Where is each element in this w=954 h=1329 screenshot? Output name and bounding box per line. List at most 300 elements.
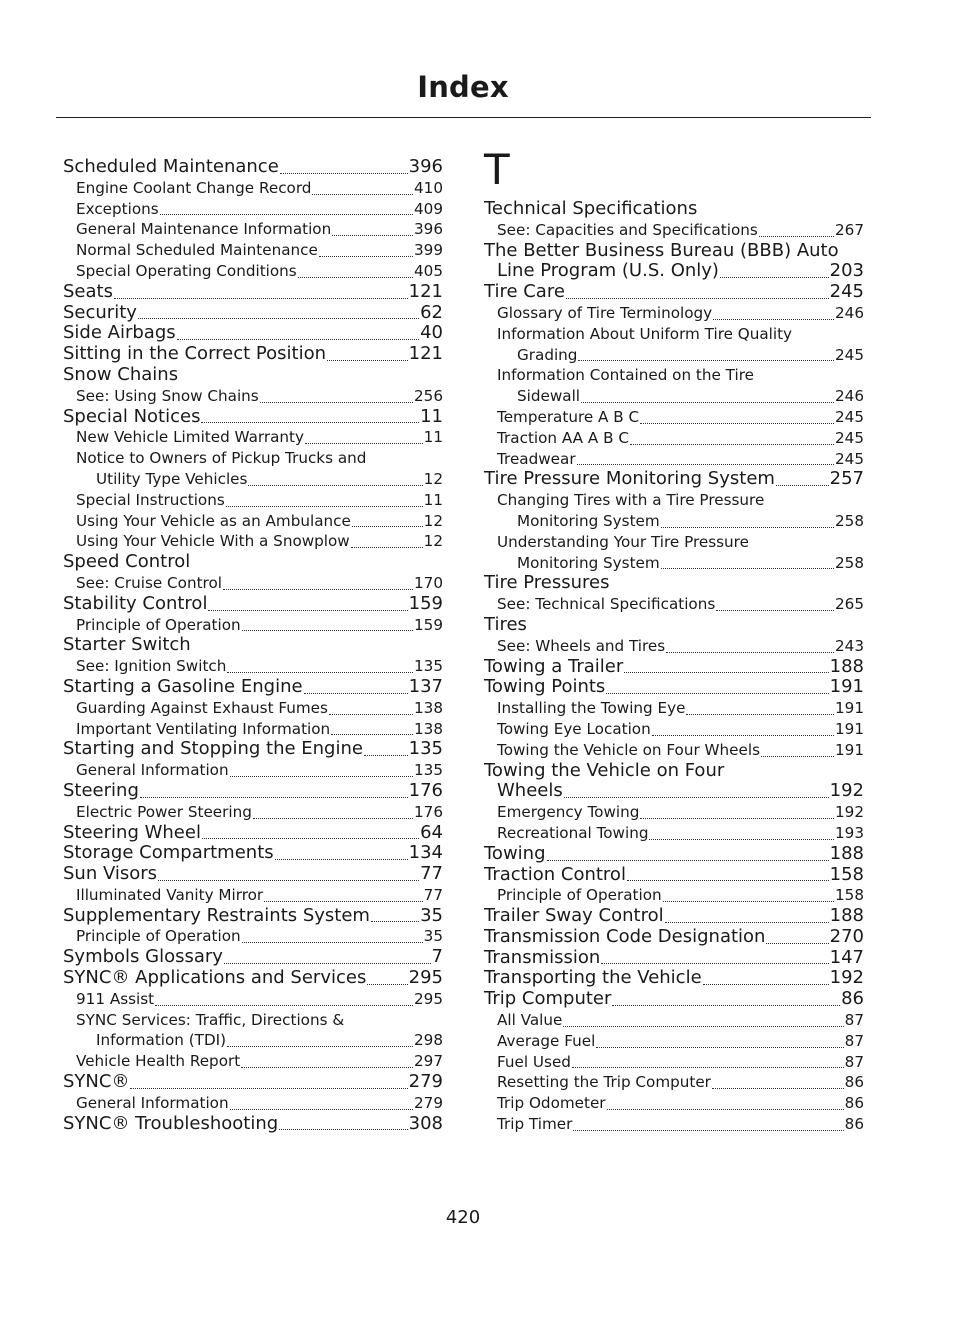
index-entry bbox=[63, 261, 443, 282]
index-entry bbox=[484, 449, 864, 470]
entry-text: General Maintenance Information bbox=[76, 220, 332, 239]
leader-dots bbox=[241, 1067, 413, 1068]
entry-page: 12 bbox=[423, 469, 443, 488]
entry-text: Sun Visors bbox=[63, 863, 158, 885]
leader-dots bbox=[640, 818, 834, 819]
entry-text: Steering Wheel bbox=[63, 821, 201, 843]
index-entry bbox=[63, 323, 443, 344]
entry-page: 158 bbox=[835, 886, 864, 905]
index-entry bbox=[484, 968, 864, 989]
entry-page: 62 bbox=[420, 301, 443, 323]
index-column-right bbox=[484, 147, 864, 1135]
entry-page: 191 bbox=[829, 676, 864, 698]
entry-page: 7 bbox=[431, 946, 443, 968]
entry-page: 77 bbox=[423, 885, 443, 904]
leader-dots bbox=[640, 423, 834, 424]
entry-page: 87 bbox=[844, 1052, 864, 1071]
leader-dots bbox=[351, 547, 423, 548]
entry-page: 245 bbox=[835, 407, 864, 426]
entry-page: 87 bbox=[844, 1031, 864, 1050]
index-entry bbox=[63, 219, 443, 240]
index-entry bbox=[484, 1072, 864, 1093]
leader-dots bbox=[331, 734, 413, 735]
index-entry bbox=[484, 469, 864, 490]
index-entry bbox=[63, 739, 443, 760]
entry-text: Side Airbags bbox=[63, 322, 176, 344]
index-entry bbox=[484, 345, 864, 366]
entry-text: Special Operating Conditions bbox=[76, 261, 297, 280]
entry-page: 245 bbox=[829, 281, 864, 303]
index-entry bbox=[63, 573, 443, 594]
entry-page: 86 bbox=[844, 1115, 864, 1134]
entry-page: 245 bbox=[835, 345, 864, 364]
index-entry bbox=[484, 1010, 864, 1031]
entry-text: Security bbox=[63, 301, 137, 323]
leader-dots bbox=[766, 943, 828, 944]
index-entries-t bbox=[484, 199, 864, 1135]
entry-page: 295 bbox=[414, 989, 443, 1008]
leader-dots bbox=[566, 298, 829, 299]
entry-page: 270 bbox=[829, 925, 864, 947]
index-entry bbox=[63, 968, 443, 989]
entry-page: 257 bbox=[829, 468, 864, 490]
index-entry bbox=[484, 282, 864, 303]
entry-page: 410 bbox=[414, 178, 443, 197]
index-heading: Snow Chains bbox=[63, 363, 179, 385]
leader-dots bbox=[713, 319, 834, 320]
entry-page: 87 bbox=[844, 1011, 864, 1030]
index-entry bbox=[484, 906, 864, 927]
index-entry bbox=[63, 344, 443, 365]
entry-text: 911 Assist bbox=[76, 989, 155, 1008]
entry-text: See: Cruise Control bbox=[76, 573, 222, 592]
leader-dots bbox=[155, 1005, 413, 1006]
entry-page: 192 bbox=[829, 967, 864, 989]
entry-text: Utility Type Vehicles bbox=[96, 469, 248, 488]
entry-page: 159 bbox=[414, 615, 443, 634]
leader-dots bbox=[327, 360, 408, 361]
leader-dots bbox=[248, 485, 422, 486]
index-entry bbox=[63, 199, 443, 220]
leader-dots bbox=[227, 672, 413, 673]
leader-dots bbox=[776, 485, 829, 486]
leader-dots bbox=[160, 214, 413, 215]
leader-dots bbox=[114, 298, 408, 299]
leader-dots bbox=[601, 963, 828, 964]
entry-text: Information (TDI) bbox=[96, 1031, 227, 1050]
leader-dots bbox=[242, 942, 423, 943]
entry-text: Wheels bbox=[497, 780, 563, 802]
index-entry bbox=[63, 407, 443, 428]
leader-dots bbox=[364, 755, 408, 756]
entry-text: See: Ignition Switch bbox=[76, 657, 227, 676]
entry-text: Electric Power Steering bbox=[76, 802, 252, 821]
entry-text: Steering bbox=[63, 779, 139, 801]
entry-text: Seats bbox=[63, 280, 113, 302]
index-entry bbox=[484, 885, 864, 906]
index-entry bbox=[63, 906, 443, 927]
index-entry bbox=[484, 1114, 864, 1135]
entry-page: 135 bbox=[414, 657, 443, 676]
entry-text: SYNC® bbox=[63, 1071, 130, 1093]
index-heading: Tires bbox=[484, 613, 527, 635]
entry-page: 135 bbox=[408, 738, 443, 760]
entry-page: 86 bbox=[844, 1073, 864, 1092]
index-entry bbox=[63, 531, 443, 552]
entry-text: Trip Odometer bbox=[497, 1094, 606, 1113]
entry-page: 170 bbox=[414, 573, 443, 592]
entry-text: Average Fuel bbox=[497, 1031, 596, 1050]
leader-dots bbox=[305, 443, 423, 444]
entry-text: Principle of Operation bbox=[76, 615, 241, 634]
entry-text: SYNC® Troubleshooting bbox=[63, 1112, 279, 1134]
leader-dots bbox=[661, 568, 834, 569]
index-column-left bbox=[63, 157, 443, 1134]
entry-page: 188 bbox=[829, 905, 864, 927]
entry-text: See: Wheels and Tires bbox=[497, 636, 666, 655]
entry-page: 11 bbox=[423, 428, 443, 447]
leader-dots bbox=[223, 589, 413, 590]
entry-page: 258 bbox=[835, 511, 864, 530]
index-entry bbox=[63, 511, 443, 532]
leader-dots bbox=[573, 1130, 843, 1131]
entry-text: Trailer Sway Control bbox=[484, 905, 664, 927]
index-entry bbox=[484, 844, 864, 865]
index-entry bbox=[484, 636, 864, 657]
entry-page: 396 bbox=[414, 220, 443, 239]
leader-dots bbox=[624, 672, 828, 673]
entry-page: 137 bbox=[408, 675, 443, 697]
index-entry bbox=[484, 1031, 864, 1052]
index-entry bbox=[63, 760, 443, 781]
leader-dots bbox=[208, 610, 407, 611]
entry-text: Principle of Operation bbox=[497, 886, 662, 905]
entry-page: 256 bbox=[414, 386, 443, 405]
leader-dots bbox=[759, 236, 834, 237]
leader-dots bbox=[201, 422, 419, 423]
index-entry bbox=[484, 511, 864, 532]
leader-dots bbox=[279, 1129, 407, 1130]
leader-dots bbox=[547, 860, 829, 861]
index-entry bbox=[63, 719, 443, 740]
entry-text: Towing bbox=[484, 842, 546, 864]
index-heading: Changing Tires with a Tire Pressure bbox=[497, 491, 765, 510]
page-number: 420 bbox=[445, 1207, 481, 1228]
leader-dots bbox=[627, 880, 829, 881]
entry-text: Storage Compartments bbox=[63, 842, 274, 864]
leader-dots bbox=[665, 922, 829, 923]
entry-page: 176 bbox=[414, 802, 443, 821]
index-entry bbox=[63, 1114, 443, 1135]
entry-page: 295 bbox=[408, 967, 443, 989]
entry-text: Sitting in the Correct Position bbox=[63, 343, 326, 365]
leader-dots bbox=[230, 776, 413, 777]
entry-text: Starting and Stopping the Engine bbox=[63, 738, 363, 760]
index-entry bbox=[484, 553, 864, 574]
index-heading: Towing the Vehicle on Four bbox=[484, 759, 725, 781]
entry-text: Principle of Operation bbox=[76, 927, 241, 946]
entry-text: Guarding Against Exhaust Fumes bbox=[76, 698, 328, 717]
index-entry bbox=[63, 1051, 443, 1072]
entry-page: 121 bbox=[408, 280, 443, 302]
entry-page: 64 bbox=[420, 821, 443, 843]
entry-text: Sidewall bbox=[517, 387, 581, 406]
index-entry bbox=[63, 427, 443, 448]
leader-dots bbox=[630, 444, 834, 445]
entry-page: 159 bbox=[408, 592, 443, 614]
leader-dots bbox=[352, 526, 423, 527]
leader-dots bbox=[652, 735, 834, 736]
leader-dots bbox=[253, 818, 413, 819]
index-entry bbox=[63, 926, 443, 947]
leader-dots bbox=[242, 630, 413, 631]
leader-dots bbox=[563, 1026, 843, 1027]
leader-dots bbox=[140, 797, 408, 798]
index-entry bbox=[63, 469, 443, 490]
index-entry bbox=[63, 802, 443, 823]
entry-text: Towing the Vehicle on Four Wheels bbox=[497, 740, 761, 759]
entry-text: Towing a Trailer bbox=[484, 655, 624, 677]
index-entry bbox=[484, 657, 864, 678]
index-entry bbox=[63, 386, 443, 407]
index-entry bbox=[484, 407, 864, 428]
leader-dots bbox=[275, 859, 408, 860]
index-entry bbox=[484, 865, 864, 886]
index-entry bbox=[484, 428, 864, 449]
index-heading: SYNC Services: Traffic, Directions & bbox=[76, 1010, 345, 1029]
entry-page: 86 bbox=[844, 1094, 864, 1113]
entry-page: 191 bbox=[835, 719, 864, 738]
leader-dots bbox=[202, 838, 419, 839]
entry-page: 192 bbox=[835, 803, 864, 822]
entry-text: Resetting the Trip Computer bbox=[497, 1073, 711, 1092]
entry-text: Installing the Towing Eye bbox=[497, 699, 686, 718]
entry-page: 35 bbox=[423, 927, 443, 946]
index-entry bbox=[63, 303, 443, 324]
entry-page: 298 bbox=[414, 1031, 443, 1050]
entry-page: 405 bbox=[414, 261, 443, 280]
entry-text: Towing Eye Location bbox=[497, 719, 651, 738]
leader-dots bbox=[371, 921, 419, 922]
leader-dots bbox=[606, 693, 828, 694]
entry-text: General Information bbox=[76, 761, 229, 780]
entry-page: 245 bbox=[835, 449, 864, 468]
leader-dots bbox=[686, 714, 834, 715]
index-entry bbox=[484, 386, 864, 407]
index-entry bbox=[63, 178, 443, 199]
entry-page: 191 bbox=[835, 740, 864, 759]
entry-text: Starting a Gasoline Engine bbox=[63, 675, 303, 697]
entry-page: 267 bbox=[835, 220, 864, 239]
entry-text: Recreational Towing bbox=[497, 823, 649, 842]
entry-page: 12 bbox=[423, 532, 443, 551]
entry-page: 245 bbox=[835, 428, 864, 447]
entry-text: Transmission Code Designation bbox=[484, 925, 766, 947]
index-heading: Speed Control bbox=[63, 551, 191, 573]
entry-page: 138 bbox=[414, 719, 443, 738]
entry-text: Monitoring System bbox=[517, 553, 660, 572]
leader-dots bbox=[332, 235, 413, 236]
entry-page: 11 bbox=[420, 405, 443, 427]
leader-dots bbox=[572, 1067, 844, 1068]
index-entry bbox=[63, 823, 443, 844]
entry-text: Tire Pressure Monitoring System bbox=[484, 468, 775, 490]
index-entry bbox=[63, 240, 443, 261]
entry-page: 188 bbox=[829, 655, 864, 677]
entry-page: 308 bbox=[408, 1112, 443, 1134]
index-entry bbox=[63, 1030, 443, 1051]
index-entry bbox=[484, 948, 864, 969]
index-heading: Information About Uniform Tire Quality bbox=[497, 324, 793, 343]
entry-text: All Value bbox=[497, 1011, 563, 1030]
leader-dots bbox=[720, 277, 829, 278]
leader-dots bbox=[703, 984, 829, 985]
entry-text: Monitoring System bbox=[517, 511, 660, 530]
index-entry bbox=[484, 1093, 864, 1114]
entry-text: Treadwear bbox=[497, 449, 576, 468]
leader-dots bbox=[649, 839, 834, 840]
entry-text: Important Ventilating Information bbox=[76, 719, 331, 738]
entry-text: Towing Points bbox=[484, 676, 606, 698]
index-entry bbox=[484, 927, 864, 948]
entry-page: 193 bbox=[835, 823, 864, 842]
entry-page: 243 bbox=[835, 636, 864, 655]
entry-text: Symbols Glossary bbox=[63, 946, 223, 968]
leader-dots bbox=[577, 464, 834, 465]
entry-page: 265 bbox=[835, 595, 864, 614]
entry-text: Normal Scheduled Maintenance bbox=[76, 241, 318, 260]
entry-page: 188 bbox=[829, 842, 864, 864]
leader-dots bbox=[177, 339, 419, 340]
index-heading: Notice to Owners of Pickup Trucks and bbox=[76, 449, 367, 468]
index-entry bbox=[484, 823, 864, 844]
entry-page: 40 bbox=[420, 322, 443, 344]
leader-dots bbox=[280, 173, 408, 174]
entry-page: 191 bbox=[835, 699, 864, 718]
leader-dots bbox=[581, 402, 834, 403]
leader-dots bbox=[663, 901, 834, 902]
leader-dots bbox=[312, 194, 413, 195]
entry-page: 77 bbox=[420, 863, 443, 885]
entry-text: Trip Timer bbox=[497, 1115, 573, 1134]
entry-text: Stability Control bbox=[63, 592, 208, 614]
index-entry bbox=[484, 677, 864, 698]
entry-page: 396 bbox=[408, 156, 443, 177]
entry-text: See: Capacities and Specifications bbox=[497, 220, 758, 239]
entry-text: Scheduled Maintenance bbox=[63, 156, 279, 177]
entry-page: 203 bbox=[829, 260, 864, 282]
entry-text: Trip Computer bbox=[484, 988, 612, 1010]
entry-text: Transmission bbox=[484, 946, 601, 968]
entry-text: Using Your Vehicle With a Snowplow bbox=[76, 532, 350, 551]
leader-dots bbox=[612, 1005, 840, 1006]
index-heading: Technical Specifications bbox=[484, 198, 698, 219]
leader-dots bbox=[264, 901, 423, 902]
index-heading: Tire Pressures bbox=[484, 572, 610, 594]
index-entry bbox=[484, 989, 864, 1010]
entry-page: 246 bbox=[835, 387, 864, 406]
leader-dots bbox=[661, 527, 834, 528]
entry-text: Temperature A B C bbox=[497, 407, 640, 426]
index-heading: Information Contained on the Tire bbox=[497, 366, 754, 385]
index-entry bbox=[63, 843, 443, 864]
leader-dots bbox=[319, 256, 413, 257]
leader-dots bbox=[298, 277, 413, 278]
entry-page: 35 bbox=[420, 904, 443, 926]
index-entry bbox=[484, 740, 864, 761]
index-entry bbox=[484, 220, 864, 241]
page-title: Index bbox=[417, 70, 509, 104]
leader-dots bbox=[329, 714, 413, 715]
index-entry bbox=[63, 615, 443, 636]
entry-text: General Information bbox=[76, 1093, 229, 1112]
entry-text: Vehicle Health Report bbox=[76, 1052, 241, 1071]
leader-dots bbox=[564, 797, 829, 798]
leader-dots bbox=[578, 360, 834, 361]
entry-text: Special Notices bbox=[63, 405, 201, 427]
section-letter: T bbox=[484, 145, 510, 194]
leader-dots bbox=[224, 963, 431, 964]
leader-dots bbox=[130, 1088, 407, 1089]
entry-text: Engine Coolant Change Record bbox=[76, 178, 312, 197]
leader-dots bbox=[227, 1046, 413, 1047]
entry-text: Exceptions bbox=[76, 199, 159, 218]
entry-text: Illuminated Vanity Mirror bbox=[76, 885, 264, 904]
entry-page: 399 bbox=[414, 241, 443, 260]
leader-dots bbox=[260, 402, 413, 403]
index-heading: Starter Switch bbox=[63, 634, 191, 656]
entry-page: 258 bbox=[835, 553, 864, 572]
index-entry bbox=[484, 719, 864, 740]
entry-text: Line Program (U.S. Only) bbox=[497, 260, 719, 282]
index-entry bbox=[63, 885, 443, 906]
entry-text: Transporting the Vehicle bbox=[484, 967, 702, 989]
index-entry bbox=[484, 1052, 864, 1073]
entry-text: Traction Control bbox=[484, 863, 626, 885]
entry-page: 12 bbox=[423, 511, 443, 530]
index-entry bbox=[484, 802, 864, 823]
entry-text: New Vehicle Limited Warranty bbox=[76, 428, 305, 447]
entry-page: 192 bbox=[829, 780, 864, 802]
entry-page: 138 bbox=[414, 698, 443, 717]
leader-dots bbox=[596, 1047, 843, 1048]
entry-text: Tire Care bbox=[484, 281, 565, 303]
index-heading: The Better Business Bureau (BBB) Auto bbox=[484, 239, 839, 261]
index-entry bbox=[63, 947, 443, 968]
entry-page: 134 bbox=[408, 842, 443, 864]
index-entry bbox=[63, 490, 443, 511]
index-heading: Understanding Your Tire Pressure bbox=[497, 532, 749, 551]
entry-page: 11 bbox=[423, 490, 443, 509]
leader-dots bbox=[367, 984, 407, 985]
index-entry bbox=[63, 698, 443, 719]
index-entry bbox=[63, 157, 443, 178]
leader-dots bbox=[607, 1109, 844, 1110]
entry-text: See: Technical Specifications bbox=[497, 595, 716, 614]
entry-text: See: Using Snow Chains bbox=[76, 386, 259, 405]
entry-page: 158 bbox=[829, 863, 864, 885]
index-entry bbox=[484, 594, 864, 615]
leader-dots bbox=[712, 1088, 844, 1089]
index-entry bbox=[484, 698, 864, 719]
leader-dots bbox=[230, 1109, 413, 1110]
index-entry bbox=[63, 656, 443, 677]
entry-text: Emergency Towing bbox=[497, 803, 640, 822]
entry-page: 147 bbox=[829, 946, 864, 968]
leader-dots bbox=[158, 880, 419, 881]
entry-text: Glossary of Tire Terminology bbox=[497, 303, 713, 322]
index-entry bbox=[63, 781, 443, 802]
